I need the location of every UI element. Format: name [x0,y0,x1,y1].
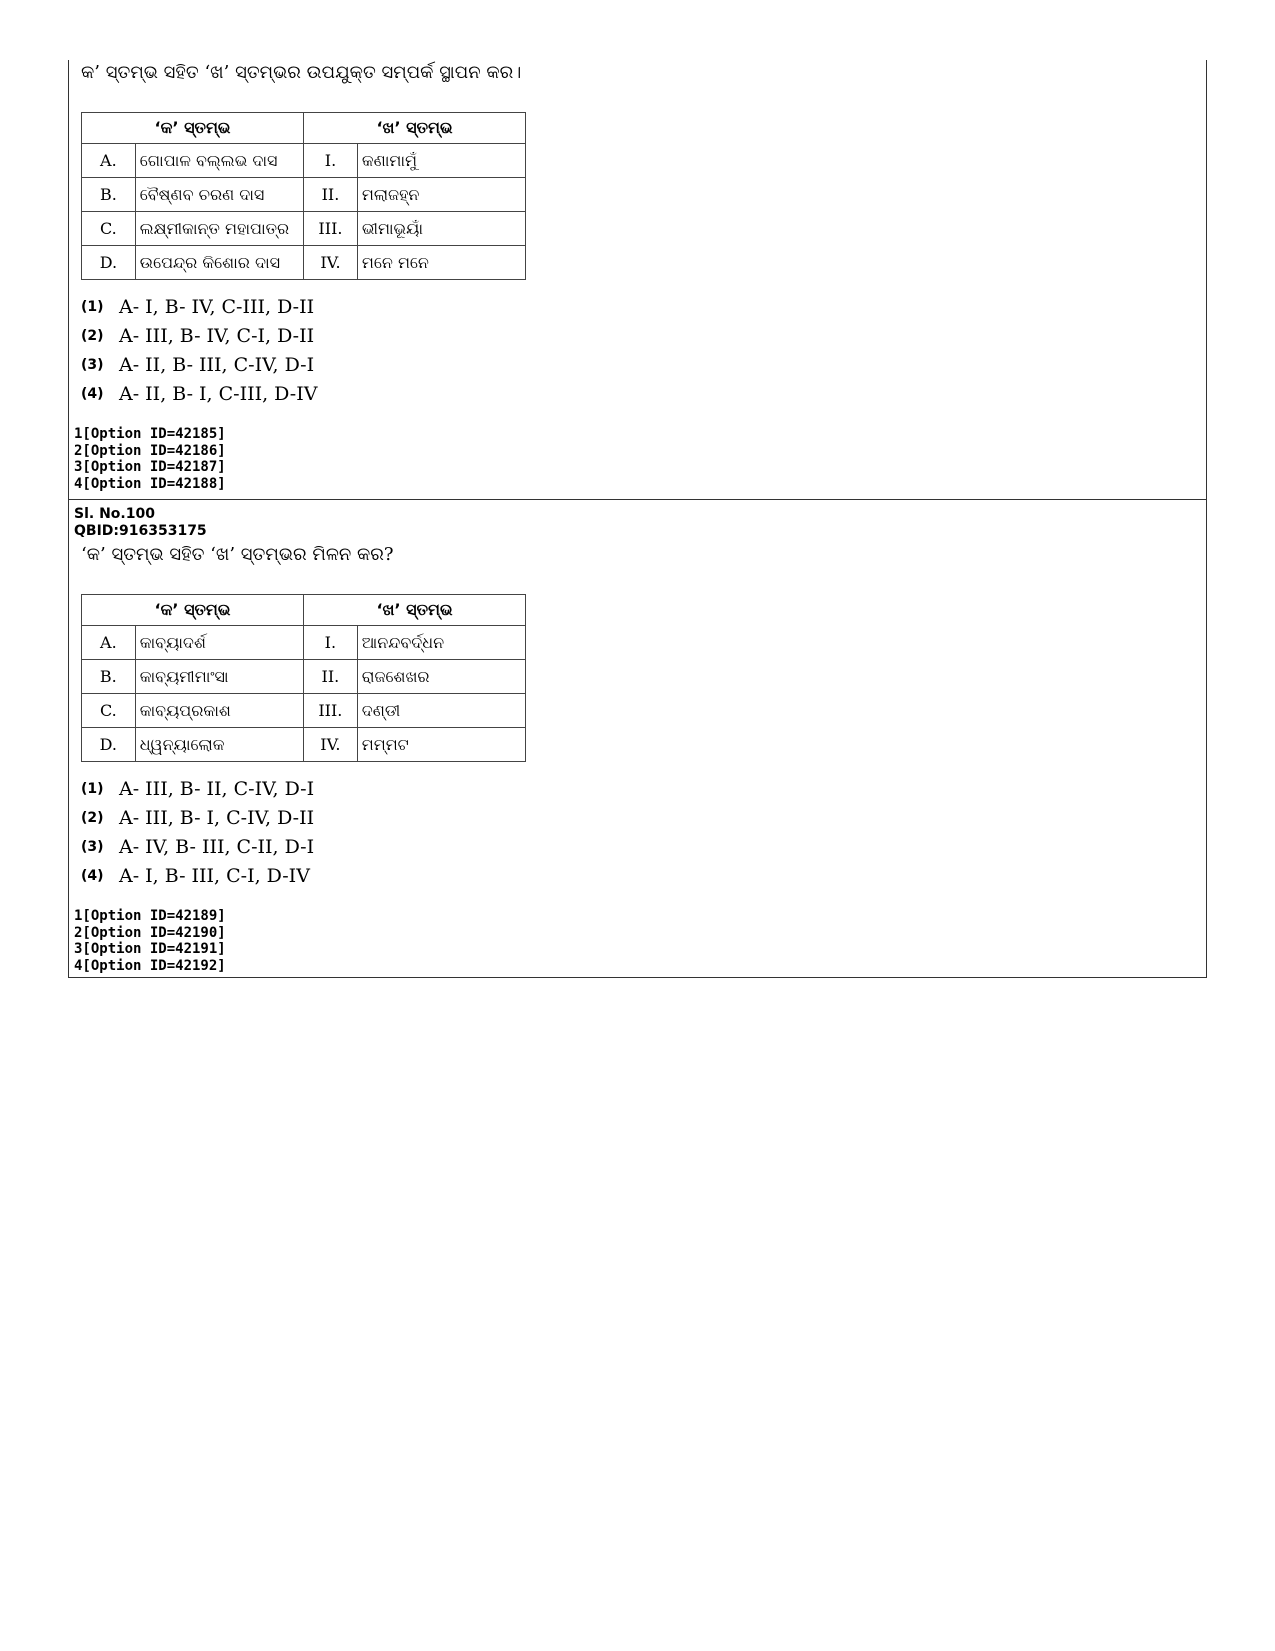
answer-option-4[interactable] [81,379,317,408]
option-id: 4[Option ID=42192] [74,957,226,974]
option-text: A- III, B- II, C-IV, D-I [119,777,315,800]
answer-option-4[interactable] [81,861,314,890]
qbid: QBID:916353175 [74,522,207,539]
questions-frame [68,60,1207,978]
row-b-item: ଭୀମାଭୂୟାଁ [357,212,525,246]
column-a-header: ‘କ’ ସ୍ତମ୍ଭ [82,595,304,626]
row-b-label: III. [303,694,357,728]
question-meta [74,506,207,539]
option-ids [74,908,226,974]
table-row [82,178,526,212]
row-a-label: B. [82,178,136,212]
row-b-label: III. [304,212,358,246]
option-text: A- II, B- III, C-IV, D-I [119,353,315,376]
table-row [82,246,526,280]
row-a-label: B. [82,660,136,694]
answer-options [81,774,314,890]
row-a-label: D. [82,728,136,762]
option-number: (2) [81,327,104,344]
row-b-item: ମମ୍ମଟ [357,728,525,762]
option-text: A- I, B- IV, C-III, D-II [119,295,315,318]
question-100 [69,500,1206,977]
column-b-header: ‘ଖ’ ସ୍ତମ୍ଭ [303,595,525,626]
option-id: 1[Option ID=42189] [74,908,226,924]
option-number: (4) [81,867,104,884]
option-number: (3) [81,356,104,373]
table-row [82,626,526,660]
row-a-item: ଗୋପାଳ ବଲ୍ଲଭ ଦାସ [135,144,303,178]
question-stem: କ’ ସ୍ତମ୍ଭ ସହିତ ‘ଖ’ ସ୍ତମ୍ଭର ଉପଯୁକ୍ତ ସମ୍ପର୍କ ସ୍ଥାପନ କର। [81,62,522,83]
row-a-item: ଉପେନ୍ଦ୍ର କିଶୋର ଦାସ [135,246,303,280]
option-id: 3[Option ID=42191] [74,941,226,957]
option-number: (1) [81,298,104,315]
option-ids [74,426,226,492]
row-b-item: ଦଣ୍ଡୀ [357,694,525,728]
row-a-label: D. [82,246,136,280]
option-text: A- IV, B- III, C-II, D-I [119,835,315,858]
answer-option-3[interactable] [81,832,314,861]
option-number: (2) [81,809,104,826]
answer-option-3[interactable] [81,350,317,379]
match-table [81,594,526,762]
row-b-item: କଣାମାମୁଁ [357,144,525,178]
answer-option-1[interactable] [81,292,317,321]
table-row [82,660,526,694]
option-id: 4[Option ID=42188] [74,475,226,492]
option-id: 1[Option ID=42185] [74,426,226,442]
question-99 [69,60,1206,500]
row-a-label: C. [82,694,136,728]
row-b-item: ରାଜଶେଖର [357,660,525,694]
row-b-label: II. [303,660,357,694]
answer-option-2[interactable] [81,321,317,350]
option-text: A- III, B- IV, C-I, D-II [119,324,315,347]
column-a-header: ‘କ’ ସ୍ତମ୍ଭ [82,113,304,144]
row-b-item: ଆନନ୍ଦବର୍ଦ୍ଧନ [357,626,525,660]
row-a-item: କାବ୍ୟମୀମାଂସା [135,660,303,694]
option-number: (4) [81,385,104,402]
row-b-item: ମନେ ମନେ [357,246,525,280]
row-a-label: A. [82,626,136,660]
table-header-row [82,595,526,626]
table-row [82,694,526,728]
option-id: 2[Option ID=42190] [74,924,226,941]
answer-option-2[interactable] [81,803,314,832]
serial-number: Sl. No.100 [74,506,155,522]
row-b-item: ମଲାଜହ୍ନ [357,178,525,212]
row-a-label: C. [82,212,136,246]
option-text: A- II, B- I, C-III, D-IV [119,382,318,405]
column-b-header: ‘ଖ’ ସ୍ତମ୍ଭ [304,113,526,144]
table-row [82,728,526,762]
option-number: (3) [81,838,104,855]
table-row [82,212,526,246]
row-b-label: IV. [303,728,357,762]
option-id: 3[Option ID=42187] [74,459,226,475]
table-row [82,144,526,178]
option-text: A- I, B- III, C-I, D-IV [119,864,310,887]
row-a-label: A. [82,144,136,178]
row-a-item: ବୈଷ୍ଣବ ଚରଣ ଦାସ [135,178,303,212]
row-b-label: IV. [304,246,358,280]
table-header-row [82,113,526,144]
row-b-label: I. [304,144,358,178]
row-b-label: II. [304,178,358,212]
option-number: (1) [81,780,104,797]
row-b-label: I. [303,626,357,660]
answer-options [81,292,317,408]
option-text: A- III, B- I, C-IV, D-II [119,806,315,829]
row-a-item: ଧ୍ୱନ୍ୟାଲୋକ [135,728,303,762]
option-id: 2[Option ID=42186] [74,442,226,459]
row-a-item: ଲକ୍ଷ୍ମୀକାନ୍ତ ମହାପାତ୍ର [135,212,303,246]
match-table [81,112,526,280]
row-a-item: କାବ୍ୟାଦର୍ଶ [135,626,303,660]
answer-option-1[interactable] [81,774,314,803]
question-stem: ‘କ’ ସ୍ତମ୍ଭ ସହିତ ‘ଖ’ ସ୍ତମ୍ଭର ମିଳନ କର? [81,544,394,565]
row-a-item: କାବ୍ୟପ୍ରକାଶ [135,694,303,728]
